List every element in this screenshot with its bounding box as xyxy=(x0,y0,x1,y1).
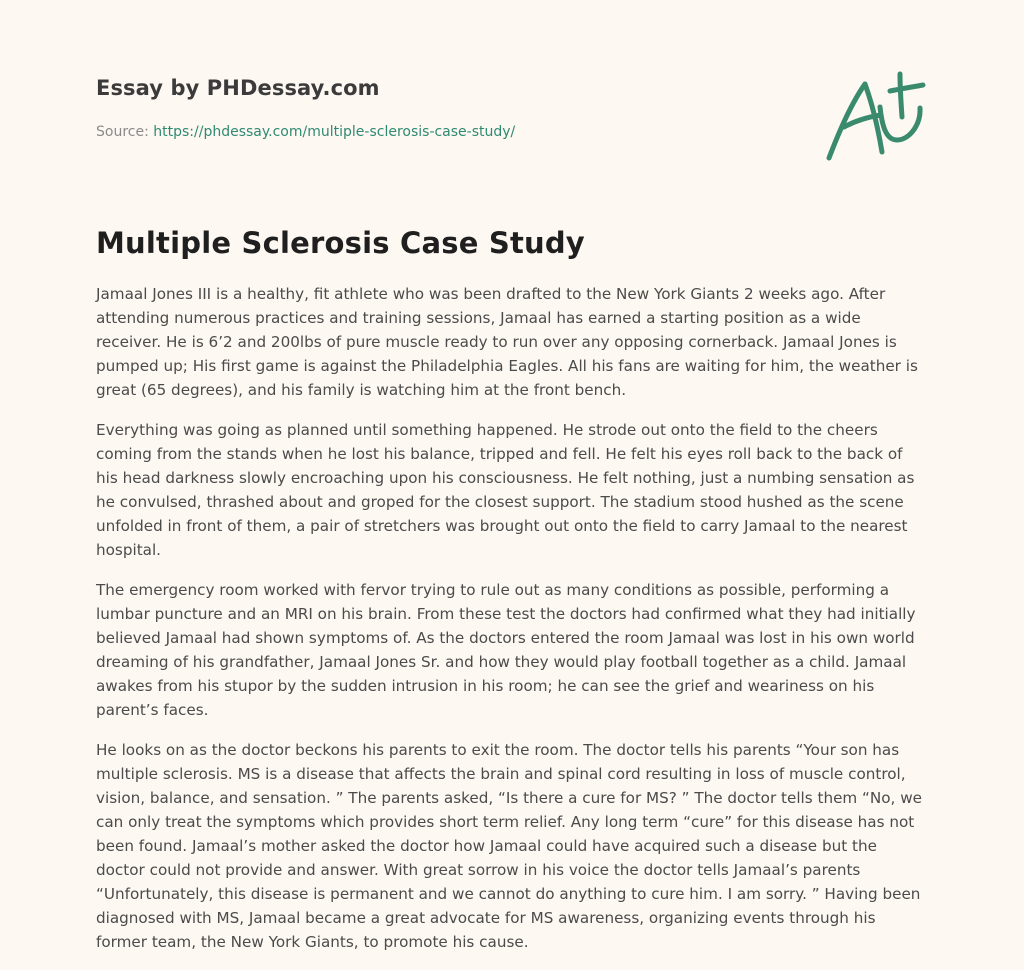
source-label: Source: xyxy=(96,124,149,140)
a-plus-logo-icon xyxy=(822,68,930,164)
page-header xyxy=(96,76,796,140)
essay-paragraph-4: He looks on as the doctor beckons his parents to exit the room. The doctor tells his parents “Your son has multiple sclerosis. MS is a disease that affects the brain and spinal cord resulting in loss of muscle control, vision, balance, and sensation. ” The parents asked, “Is there a cure for MS? ” The doctor tells them “No, we can only treat the symptoms which provides short term relief. Any long term “cure” for this disease has not been found. Jamaal’s mother asked the doctor how Jamaal could have acquired such a disease but the doctor could not provide and answer. With great sorrow in his voice the doctor tells Jamaal’s parents “Unfortunately, this disease is permanent and we cannot do anything to cure him. I am sorry. ” Having been diagnosed with MS, Jamaal became a great advocate for MS awareness, organizing events through his former team, the New York Giants, to promote his cause. xyxy=(96,741,922,951)
essay-paragraph-2: Everything was going as planned until something happened. He strode out onto the field to the cheers coming from the stands when he lost his balance, tripped and fell. He felt his eyes roll back to the back of his head darkness slowly encroaching upon his consciousness. He felt nothing, just a numbing sensation as he convulsed, thrashed about and groped for the closest support. The stadium stood hushed as the scene unfolded in front of them, a pair of stretchers was brought out onto the field to carry Jamaal to the nearest hospital. xyxy=(96,421,915,559)
essay-paragraph-1: Jamaal Jones III is a healthy, fit athlete who was been drafted to the New York Giants 2 weeks ago. After attending numerous practices and training sessions, Jamaal has earned a starting position as a wide receiver. He is 6’2 and 200lbs of pure muscle ready to run over any opposing cornerback. Jamaal Jones is pumped up; His first game is against the Philadelphia Eagles. All his fans are waiting for him, the weather is great (65 degrees), and his family is watching him at the front bench. xyxy=(96,285,918,399)
site-title: Essay by PHDessay.com xyxy=(96,76,380,100)
source-line xyxy=(96,124,796,140)
essay-title: Multiple Sclerosis Case Study xyxy=(96,226,585,260)
essay-paragraph-3: The emergency room worked with fervor trying to rule out as many conditions as possible, performing a lumbar puncture and an MRI on his brain. From these test the doctors had confirmed what they had initially believed Jamaal had shown symptoms of. As the doctors entered the room Jamaal was lost in his own world dreaming of his grandfather, Jamaal Jones Sr. and how they would play football together as a child. Jamaal awakes from his stupor by the sudden intrusion in his room; he can see the grief and weariness on his parent’s faces. xyxy=(96,581,916,719)
source-link[interactable]: https://phdessay.com/multiple-sclerosis-case-study/ xyxy=(153,124,516,140)
essay-article xyxy=(96,226,928,970)
